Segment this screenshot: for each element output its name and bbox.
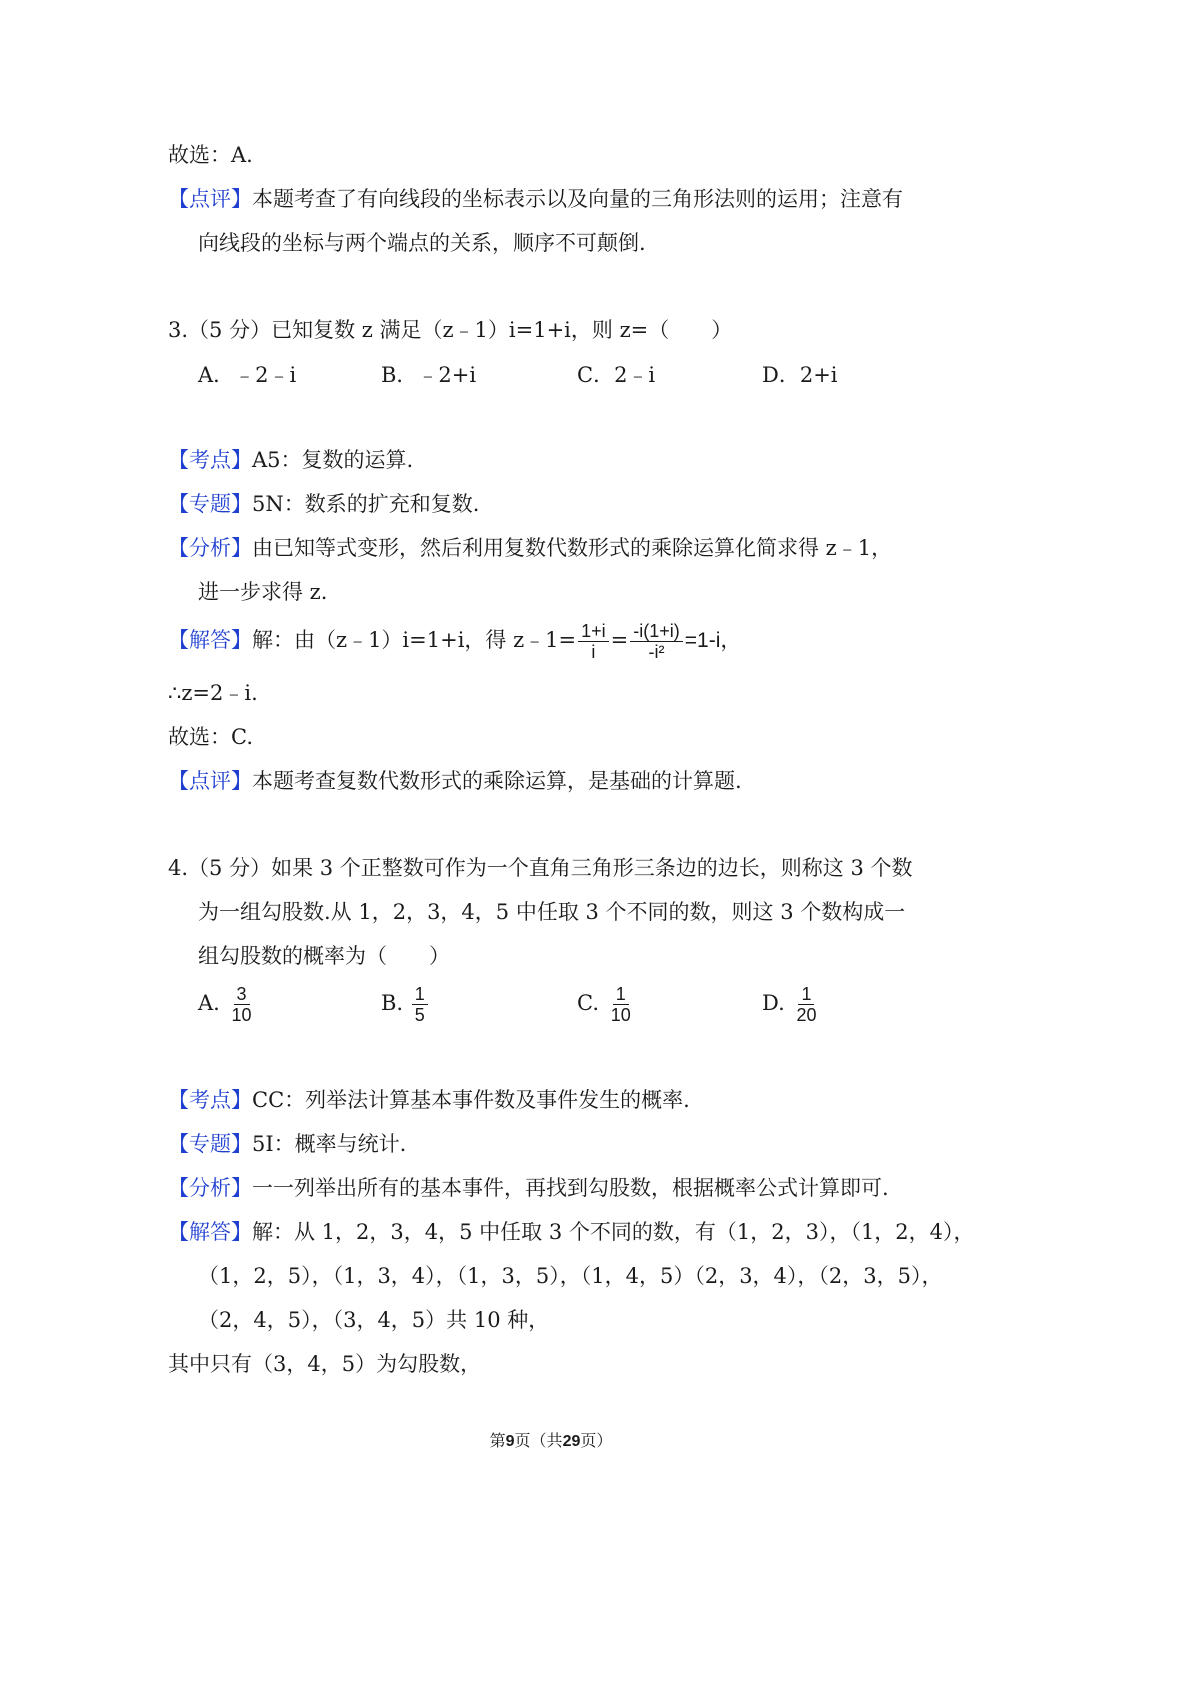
q3-zhuanti-text: 5N：数系的扩充和复数.	[252, 492, 480, 516]
footer-page-number: 9	[505, 1433, 515, 1450]
q4-option-d	[762, 984, 821, 1025]
q3-kaodian-tag: 【考点】	[168, 448, 252, 472]
q4-option-d-denominator: 20	[796, 1005, 817, 1025]
q4-option-a-numerator: 3	[234, 984, 250, 1005]
q3-fraction-2-denominator: -i²	[648, 642, 665, 662]
q4-fenxi-line	[168, 1173, 889, 1203]
q3-fenxi-text: 由已知等式变形，然后利用复数代数形式的乘除运算化简求得 z﹣1，	[252, 536, 893, 560]
q4-jieda-text-continued-3: 其中只有（3，4，5）为勾股数，	[168, 1352, 482, 1376]
q4-jieda-line	[168, 1217, 975, 1247]
q4-kaodian-text: CC：列举法计算基本事件数及事件发生的概率.	[252, 1088, 690, 1112]
q4-kaodian-line	[168, 1085, 690, 1115]
q4-zhuanti-line	[168, 1129, 406, 1159]
q3-fraction-2-numerator: -i(1+i)	[630, 621, 683, 642]
footer-total-pages: 29	[562, 1433, 581, 1450]
q4-option-c-numerator: 1	[613, 984, 629, 1005]
q3-jieda-suffix: =1-i，	[684, 629, 742, 652]
q4-option-d-label: D.	[762, 991, 785, 1015]
q4-jieda-tag: 【解答】	[168, 1220, 252, 1244]
q4-zhuanti-tag: 【专题】	[168, 1132, 252, 1156]
q3-jieda-tag: 【解答】	[168, 628, 252, 652]
q4-option-b-label: B.	[381, 991, 404, 1015]
q4-kaodian-tag: 【考点】	[168, 1088, 252, 1112]
q3-choose-line: 故选：C.	[168, 725, 253, 749]
q4-option-a-fraction	[229, 984, 255, 1025]
q3-therefore-line: ∴z=2﹣i.	[168, 681, 258, 705]
q4-option-c-fraction	[608, 984, 634, 1025]
q3-equals: =	[610, 628, 629, 652]
q3-dianping-line	[168, 766, 742, 796]
q4-option-c-label: C.	[577, 991, 599, 1015]
q4-fenxi-text: 一一列举出所有的基本事件，再找到勾股数，根据概率公式计算即可.	[252, 1176, 889, 1200]
q3-kaodian-line	[168, 445, 413, 475]
q3-jieda-line	[168, 621, 741, 662]
q3-dianping-tag: 【点评】	[168, 769, 252, 793]
q3-fraction-2	[630, 621, 683, 662]
q4-stem-continued-1: 为一组勾股数.从 1，2，3，4，5 中任取 3 个不同的数，则这 3 个数构成一	[198, 900, 906, 924]
q3-jieda-prefix: 解：由（z﹣1）i=1+i，得 z﹣1=	[252, 628, 577, 652]
q4-option-b-denominator: 5	[414, 1005, 425, 1025]
q3-stem: 3.（5 分）已知复数 z 满足（z﹣1）i=1+i，则 z=（ ）	[168, 318, 733, 342]
choose-answer-line: 故选：A.	[168, 143, 253, 167]
q4-stem-continued-2: 组勾股数的概率为（ ）	[198, 944, 450, 968]
q3-zhuanti-line	[168, 489, 479, 519]
q4-option-d-numerator: 1	[798, 984, 814, 1005]
q3-option-c: C．2﹣i	[577, 363, 656, 387]
q3-fraction-1-denominator: i	[591, 642, 596, 662]
q4-option-b	[381, 984, 430, 1025]
comment-text-continued: 向线段的坐标与两个端点的关系，顺序不可颠倒.	[198, 231, 646, 255]
q3-option-b: B．﹣2+i	[381, 363, 477, 387]
footer-prefix: 第	[489, 1431, 506, 1450]
q3-fenxi-text-continued: 进一步求得 z.	[198, 580, 328, 604]
q4-jieda-text-continued-1: （1，2，5），（1，3，4），（1，3，5），（1，4，5）（2，3，4），（2，3，5），	[198, 1264, 943, 1288]
q4-option-a	[198, 984, 257, 1025]
q4-stem: 4.（5 分）如果 3 个正整数可作为一个直角三角形三条边的边长，则称这 3 个数	[168, 856, 913, 880]
footer-middle: 页（共	[514, 1431, 563, 1450]
q3-option-d: D．2+i	[762, 363, 838, 387]
q3-fenxi-tag: 【分析】	[168, 536, 252, 560]
q3-fenxi-line	[168, 533, 892, 563]
comment-tag: 【点评】	[168, 187, 252, 211]
q3-fraction-1-numerator: 1+i	[578, 621, 609, 642]
comment-text: 本题考查了有向线段的坐标表示以及向量的三角形法则的运用；注意有	[252, 187, 903, 211]
q4-jieda-text: 解：从 1，2，3，4，5 中任取 3 个不同的数，有（1，2，3），（1，2，4），	[252, 1220, 975, 1244]
footer-suffix: 页）	[580, 1431, 613, 1450]
q4-option-c-denominator: 10	[610, 1005, 631, 1025]
q4-option-b-fraction	[412, 984, 428, 1025]
q4-option-c	[577, 984, 636, 1025]
q4-option-d-fraction	[793, 984, 819, 1025]
q4-fenxi-tag: 【分析】	[168, 1176, 252, 1200]
page-footer	[0, 1428, 1102, 1451]
comment-line	[168, 184, 903, 214]
q3-zhuanti-tag: 【专题】	[168, 492, 252, 516]
q4-jieda-text-continued-2: （2，4，5），（3，4，5）共 10 种，	[198, 1308, 550, 1332]
q3-kaodian-text: A5：复数的运算.	[252, 448, 414, 472]
q4-option-a-label: A.	[198, 991, 220, 1015]
q3-dianping-text: 本题考查复数代数形式的乘除运算，是基础的计算题.	[252, 769, 742, 793]
q4-option-a-denominator: 10	[231, 1005, 252, 1025]
q4-option-b-numerator: 1	[412, 984, 428, 1005]
q4-zhuanti-text: 5I：概率与统计.	[252, 1132, 407, 1156]
q3-option-a: A．﹣2﹣i	[198, 363, 297, 387]
q3-fraction-1	[578, 621, 609, 662]
